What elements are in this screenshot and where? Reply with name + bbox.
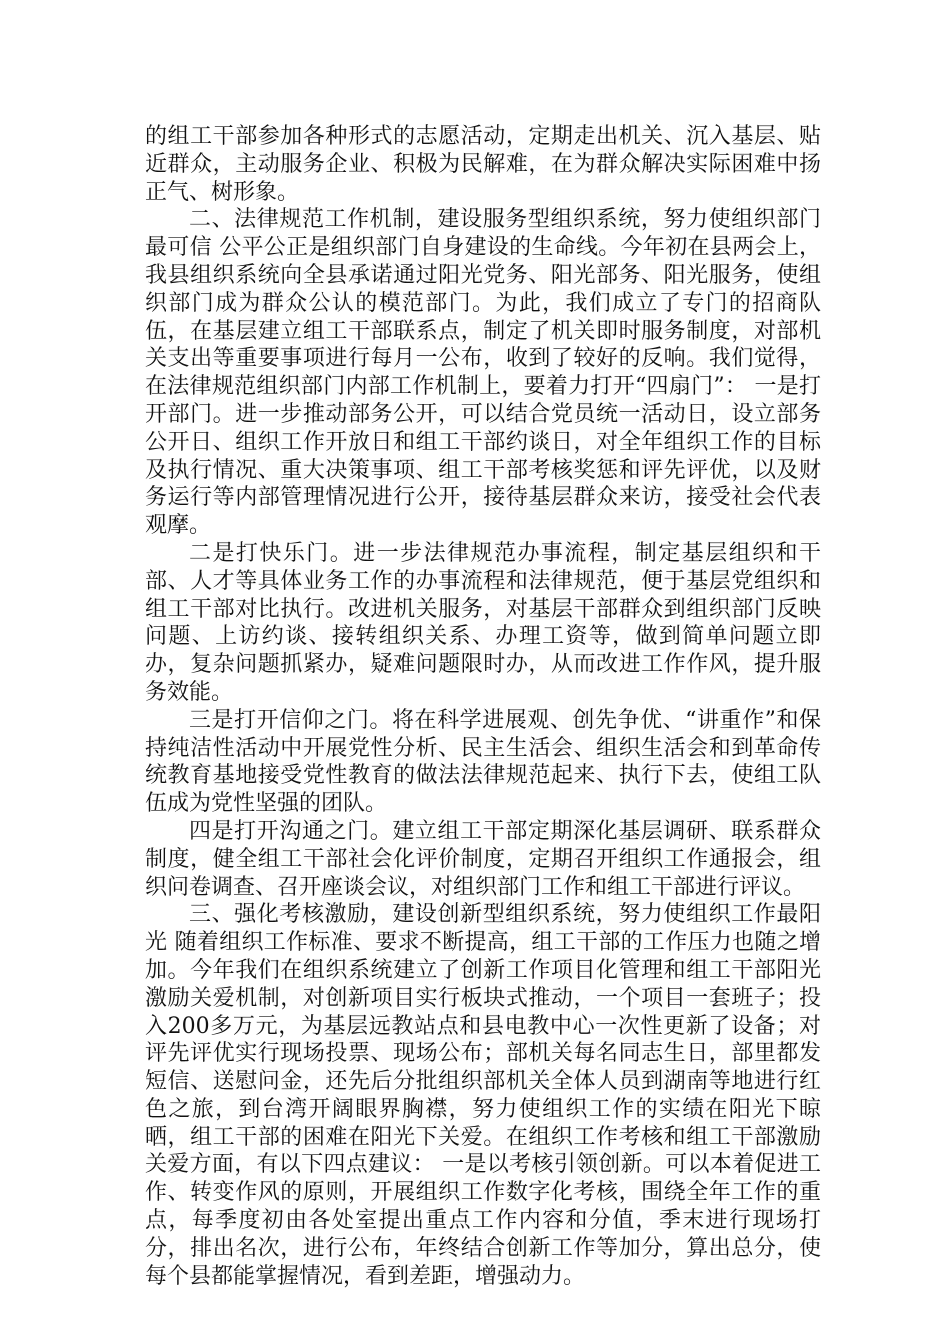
paragraph-door-two: 二是打快乐门。进一步法律规范办事流程，制定基层组织和干部、人才等具体业务工作的办事流程和法律规范，便于基层党组织和组工干部对比执行。改进机关服务，对基层干部群众到组织部门反映问题、上访约谈、接转组织关系、办理工资等，做到简单问题立即办，复杂问题抓紧办，疑难问题限时办，从而改进工作作风，提升服务效能。 [145, 540, 821, 705]
paragraph-continuation: 的组工干部参加各种形式的志愿活动，定期走出机关、沉入基层、贴近群众，主动服务企业、积极为民解难，在为群众解决实际困难中扬正气、树形象。 [145, 124, 821, 205]
paragraph-door-four: 四是打开沟通之门。建立组工干部定期深化基层调研、联系群众制度，健全组工干部社会化评价制度，定期召开组织工作通报会，组织问卷调查、召开座谈会议，对组织部门工作和组工干部进行评议。 [145, 818, 821, 900]
paragraph-section-three: 三、强化考核激励，建设创新型组织系统，努力使组织工作最阳光 随着组织工作标准、要求不断提高，组工干部的工作压力也随之增加。今年我们在组织系统建立了创新工作项目化管理和组工干部阳光激励关爱机制，对创新项目实行板块式推动，一个项目一套班子；投入200多万元，为基层远教站点和县电教中心一次性更新了设备；对评先评优实行现场投票、现场公布；部机关每名同志生日，部里都发短信、送慰问金，还先后分批组织部机关全体人员到湖南等地进行红色之旅，到台湾开阔眼界胸襟，努力使组织工作的实绩在阳光下晾晒，组工干部的困难在阳光下关爱。在组织工作考核和组工干部激励关爱方面，有以下四点建议： 一是以考核引领创新。可以本着促进工作、转变作风的原则，开展组织工作数字化考核，围绕全年工作的重点，每季度初由各处室提出重点工作内容和分值，季末进行现场打分，排出名次，进行公布，年终结合创新工作等加分，算出总分，使每个县都能掌握情况，看到差距，增强动力。 [145, 902, 821, 1289]
paragraph-section-two: 二、法律规范工作机制，建设服务型组织系统，努力使组织部门最可信 公平公正是组织部门自身建设的生命线。今年初在县两会上，我县组织系统向全县承诺通过阳光党务、阳光部务、阳光服务，使组织部门成为群众公认的模范部门。为此，我们成立了专门的招商队伍，在基层建立组工干部联系点，制定了机关即时服务制度，对部机关支出等重要事项进行每月一公布，收到了较好的反响。我们觉得，在法律规范组织部门内部工作机制上，要着力打开“四扇门”： 一是打开部门。进一步推动部务公开，可以结合党员统一活动日，设立部务公开日、组织工作开放日和组工干部约谈日，对全年组织工作的目标及执行情况、重大决策事项、组工干部考核奖惩和评先评优，以及财务运行等内部管理情况进行公开，接待基层群众来访，接受社会代表观摩。 [145, 207, 821, 539]
paragraph-door-three: 三是打开信仰之门。将在科学进展观、创先争优、“讲重作”和保持纯洁性活动中开展党性分析、民主生活会、组织生活会和到革命传统教育基地接受党性教育的做法法律规范起来、执行下去，使组工队伍成为党性坚强的团队。 [145, 707, 821, 817]
document-body [145, 123, 821, 1290]
